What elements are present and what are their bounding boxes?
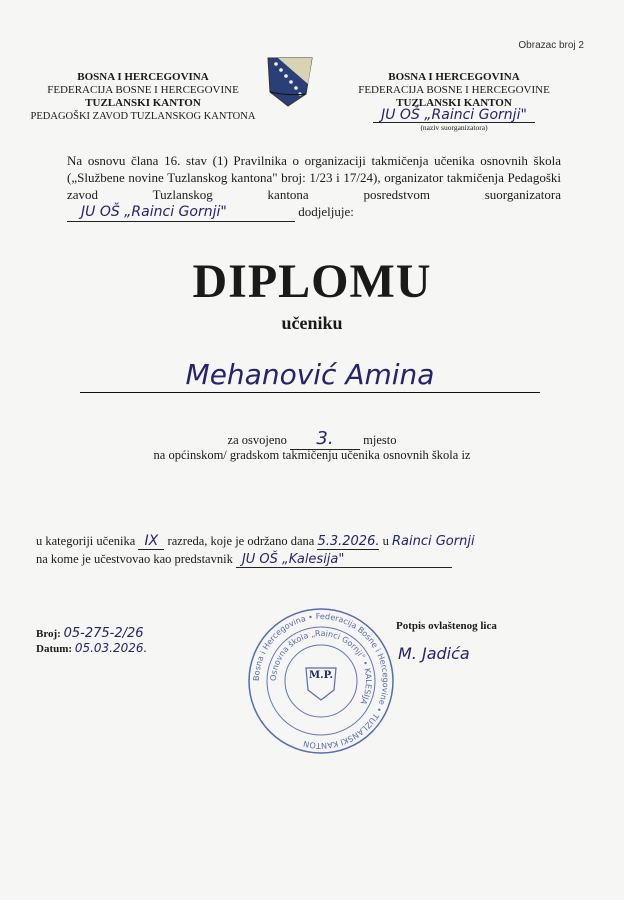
header-right-federation: FEDERACIJA BOSNE I HERCEGOVINE <box>358 84 550 96</box>
stamp-inner-text: Osnovna škola „Rainci Gornji" • KALESIJA <box>268 628 374 707</box>
reference-number-label: Broj: <box>36 628 61 640</box>
header-left <box>30 71 256 123</box>
category-location: Rainci Gornji <box>391 534 475 549</box>
header-left-canton: TUZLANSKI KANTON <box>85 97 201 109</box>
representative-school: JU OŠ „Kalesija" <box>236 552 452 568</box>
official-stamp <box>246 606 396 756</box>
student-name: Mehanović Amina <box>185 358 435 391</box>
category-date: 5.3.2026. <box>317 534 380 549</box>
category-location-prefix: u <box>382 534 389 548</box>
header-right-country: BOSNA I HERCEGOVINA <box>388 71 520 83</box>
category-line <box>36 533 606 550</box>
reference-date: 05.03.2026. <box>74 641 148 655</box>
place-prefix: za osvojeno <box>227 433 287 447</box>
reference-number: 05-275-2/26 <box>63 626 144 641</box>
header-left-federation: FEDERACIJA BOSNE I HERCEGOVINE <box>47 84 239 96</box>
header-left-country: BOSNA I HERCEGOVINA <box>77 71 209 83</box>
category-prefix: u kategoriji učenika <box>36 534 136 548</box>
intro-suffix: dodjeljuje: <box>298 204 354 219</box>
stamp-center-label: M.P. <box>309 670 333 681</box>
student-name-line <box>80 392 540 393</box>
place-value: 3. <box>290 428 360 450</box>
stamp-outer-text: Bosna i Hercegovina • Federacija Bosne i Hercegovine • TUZLANSKI KANTON <box>251 611 391 751</box>
header-right-canton: TUZLANSKI KANTON <box>396 97 512 109</box>
co-organizer-caption: (naziv suorganizatora) <box>420 123 488 132</box>
representative-line <box>36 552 596 568</box>
competition-text: na općinskom/ gradskom takmičenju učenika osnovnih škola iz <box>153 448 471 462</box>
category-grade: IX <box>138 533 164 550</box>
intro-paragraph <box>67 152 561 222</box>
category-middle: razreda, koje je održano dana <box>167 534 315 548</box>
place-suffix: mjesto <box>363 433 397 447</box>
diploma-title: DIPLOMU <box>192 255 432 308</box>
signature: M. Jadića <box>398 644 470 663</box>
place-line <box>0 428 624 450</box>
representative-prefix: na kome je učestvovao kao predstavnik <box>36 552 233 566</box>
coat-of-arms-emblem <box>262 54 318 108</box>
signature-label: Potpis ovlaštenog lica <box>396 620 497 632</box>
intro-text: Na osnovu člana 16. stav (1) Pravilnika o organizaciji takmičenja učenika osnovnih škola („Službene novine Tuzlanskog kantona" broj: 1/23 i 17/24), organizator takmičenja Pedagoški zavod Tuzlanskog kantona posredstvom suorganizatora <box>67 153 561 202</box>
reference-date-label: Datum: <box>36 643 73 655</box>
co-organizer-handwritten: JU OŠ „Rainci Gornji" <box>373 109 535 123</box>
header-left-institute: PEDAGOŠKI ZAVOD TUZLANSKOG KANTONA <box>30 111 256 122</box>
reference-block <box>36 626 147 655</box>
header-right <box>352 71 556 132</box>
form-number: Obrazac broj 2 <box>518 40 584 51</box>
diploma-subtitle: učeniku <box>281 313 343 333</box>
intro-co-organizer: JU OŠ „Rainci Gornji" <box>67 204 295 222</box>
